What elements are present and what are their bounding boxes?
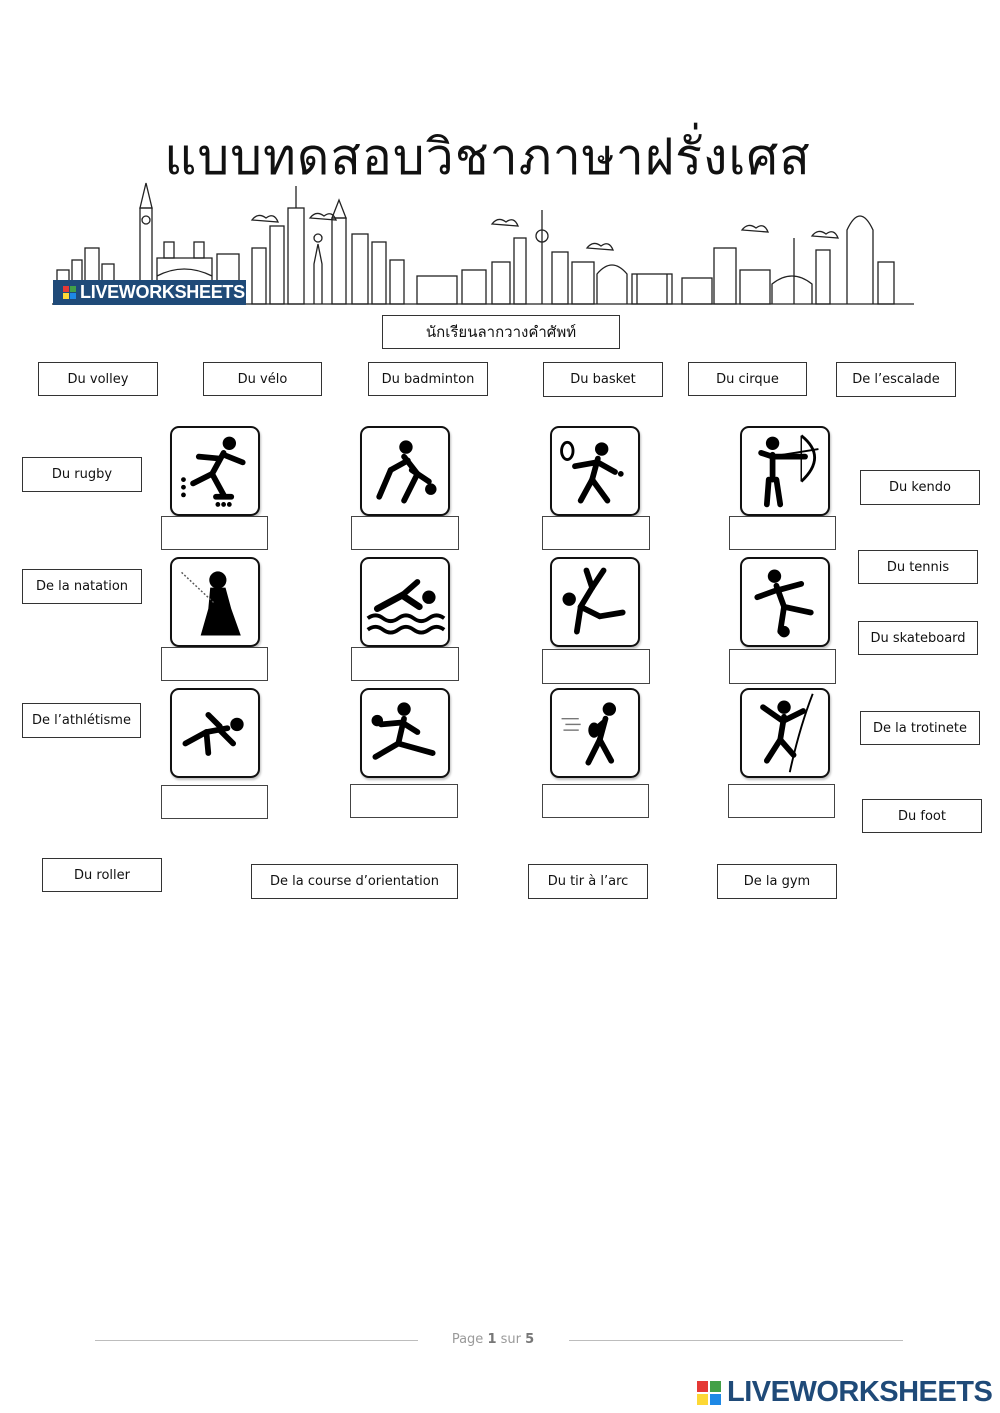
- word-de-l-athletisme[interactable]: De l’athlétisme: [22, 703, 141, 738]
- answer-box-3[interactable]: [542, 516, 650, 550]
- word-du-kendo[interactable]: Du kendo: [860, 470, 980, 505]
- worksheet-title: แบบทดสอบวิชาภาษาฝรั่งเศส: [164, 128, 811, 186]
- liveworksheets-badge-text: LIVEWORKSHEETS: [80, 282, 245, 302]
- volleyball-icon: [360, 688, 450, 778]
- word-de-la-natation[interactable]: De la natation: [22, 569, 142, 604]
- word-du-badminton[interactable]: Du badminton: [368, 362, 488, 396]
- word-du-velo[interactable]: Du vélo: [203, 362, 322, 396]
- word-du-volley[interactable]: Du volley: [38, 362, 158, 396]
- page-total: 5: [525, 1332, 535, 1347]
- answer-box-4[interactable]: [729, 516, 836, 550]
- answer-box-9[interactable]: [161, 785, 268, 819]
- word-du-basket[interactable]: Du basket: [543, 362, 663, 397]
- swimming-icon: [360, 557, 450, 647]
- footer-divider-left: [95, 1340, 418, 1341]
- footer-divider-right: [569, 1340, 903, 1341]
- word-du-rugby[interactable]: Du rugby: [22, 457, 142, 492]
- word-de-la-trotinete[interactable]: De la trotinete: [860, 711, 980, 745]
- liveworksheets-footer-brand: [697, 1376, 992, 1409]
- liveworksheets-logo-icon: [63, 286, 76, 299]
- answer-box-1[interactable]: [161, 516, 268, 550]
- word-de-la-course-d-orientation[interactable]: De la course d’orientation: [251, 864, 458, 899]
- kendo-icon: [170, 557, 260, 647]
- roller-skating-icon: [170, 426, 260, 516]
- answer-box-2[interactable]: [351, 516, 459, 550]
- bowling-icon: [360, 426, 450, 516]
- liveworksheets-footer-logo-icon: [697, 1381, 721, 1405]
- page-number: [418, 1332, 568, 1347]
- answer-box-10[interactable]: [350, 784, 458, 818]
- word-du-skateboard[interactable]: Du skateboard: [858, 621, 978, 655]
- word-du-cirque[interactable]: Du cirque: [688, 362, 807, 396]
- football-icon: [740, 557, 830, 647]
- page-separator: sur: [500, 1332, 521, 1347]
- answer-box-6[interactable]: [351, 647, 459, 681]
- page-prefix: Page: [451, 1332, 484, 1347]
- word-du-foot[interactable]: Du foot: [862, 799, 982, 833]
- running-icon: [170, 688, 260, 778]
- liveworksheets-footer-text: LIVEWORKSHEETS: [727, 1376, 993, 1408]
- word-du-tir-a-l-arc[interactable]: Du tir à l’arc: [528, 864, 648, 899]
- climbing-icon: [740, 688, 830, 778]
- page-current: 1: [487, 1332, 497, 1347]
- word-du-tennis[interactable]: Du tennis: [858, 550, 978, 584]
- word-du-roller[interactable]: Du roller: [42, 858, 162, 892]
- answer-box-8[interactable]: [729, 649, 836, 684]
- tennis-icon: [550, 426, 640, 516]
- archery-icon: [740, 426, 830, 516]
- answer-box-5[interactable]: [161, 647, 268, 681]
- word-de-la-gym[interactable]: De la gym: [717, 864, 837, 899]
- gymnastics-icon: [550, 557, 640, 647]
- rugby-icon: [550, 688, 640, 778]
- answer-box-12[interactable]: [728, 784, 835, 818]
- word-de-l-escalade[interactable]: De l’escalade: [836, 362, 956, 397]
- instruction-box: นักเรียนลากวางคำศัพท์: [382, 315, 620, 349]
- answer-box-7[interactable]: [542, 649, 650, 684]
- liveworksheets-badge: [53, 280, 246, 305]
- answer-box-11[interactable]: [542, 784, 649, 818]
